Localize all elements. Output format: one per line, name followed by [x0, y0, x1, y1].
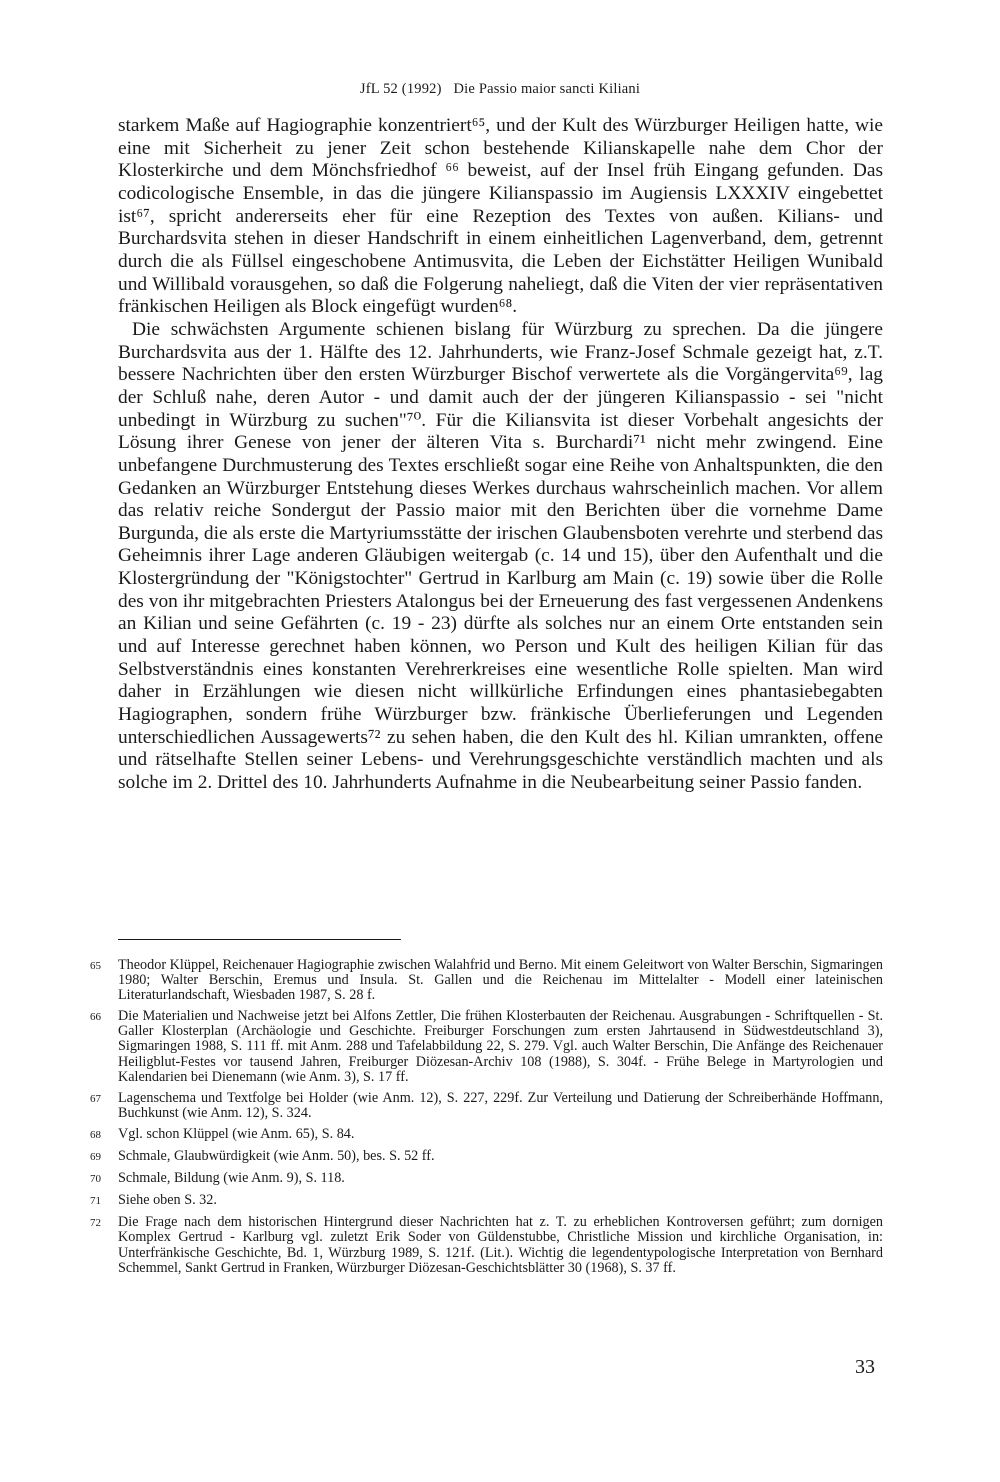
footnote-72 [90, 1215, 883, 1275]
footnote-number: 72 [90, 1217, 101, 1230]
article-title: Die Passio maior sancti Kiliani [453, 81, 641, 97]
footnotes [90, 958, 883, 1282]
footnote-68 [90, 1127, 883, 1143]
footnote-divider [118, 939, 401, 940]
footnote-69 [90, 1149, 883, 1165]
footnote-number: 68 [90, 1128, 101, 1141]
page-number: 33 [855, 1356, 875, 1378]
footnote-number: 70 [90, 1173, 101, 1186]
footnote-text: Die Frage nach dem historischen Hintergrund dieser Nachrichten hat z. T. zu erheblichen Kontroversen geführt; zum dornigen Komplex Gertrud - Karlburg vgl. zuletzt Erik Soder von Güldenstubbe, Christliche Mission und kirchliche Organisation, in: Unterfränkische Geschichte, Bd. 1, Würzburg 1989, S. 121f. (Lit.). Wichtig die legendentypologische Interpretation von Bernhard Schemmel, Sankt Gertrud in Franken, Würzburger Diözesan-Geschichtsblätter 30 (1968), S. 37 ff. [118, 1214, 883, 1276]
footnote-text: Schmale, Bildung (wie Anm. 9), S. 118. [118, 1170, 345, 1187]
footnote-text: Schmale, Glaubwürdigkeit (wie Anm. 50), bes. S. 52 ff. [118, 1148, 435, 1165]
footnote-text: Die Materialien und Nachweise jetzt bei Alfons Zettler, Die frühen Klosterbauten der Reichenau. Ausgrabungen - Schriftquellen - St. Galler Klosterplan (Archäologie und Geschichte. Freiburger Forschungen zum ersten Jahrtausend in Südwestdeutschland 3), Sigmaringen 1988, S. 111 ff. mit Anm. 288 und Tafelabbildung 22, S. 279. Vgl. auch Walter Berschin, Die Anfänge des Reichenauer Heiligblut-Festes vor tausend Jahren, Freiburger Diözesan-Archiv 108 (1988), S. 304f. - Frühe Belege in Martyrologien und Kalendarien bei Dienemann (wie Anm. 3), S. 17 ff. [118, 1008, 883, 1085]
footnote-70 [90, 1171, 883, 1187]
footnote-text: Siehe oben S. 32. [118, 1192, 217, 1209]
footnote-66 [90, 1009, 883, 1084]
footnote-67 [90, 1091, 883, 1121]
footnote-text: Lagenschema und Textfolge bei Holder (wie Anm. 12), S. 227, 229f. Zur Verteilung und Datierung der Schreiberhände Hoffmann, Buchkunst (wie Anm. 12), S. 324. [118, 1089, 883, 1121]
footnote-71 [90, 1193, 883, 1209]
footnote-number: 69 [90, 1151, 101, 1164]
footnote-number: 71 [90, 1195, 101, 1208]
main-text [118, 115, 883, 795]
running-header [0, 81, 1000, 98]
footnote-65 [90, 958, 883, 1003]
footnote-number: 65 [90, 960, 101, 972]
footnote-number: 67 [90, 1092, 101, 1105]
paragraph-2: Die schwächsten Argumente schienen bislang für Würzburg zu sprechen. Da die jüngere Burchardsvita aus der 1. Hälfte des 12. Jahrhunderts, wie Franz-Josef Schmale gezeigt hat, z.T. bessere Nachrichten über den ersten Würzburger Bischof verwertete als die Vorgängervita⁶⁹, lag der Schluß nahe, deren Autor - und damit auch der der jüngeren Kilianspassio - sei "nicht unbedingt in Würzburg zu suchen"⁷⁰. Für die Kiliansvita ist dieser Vorbehalt angesichts der Lösung ihrer Genese von jener der älteren Vita s. Burchardi⁷¹ nicht mehr zwingend. Eine unbefangene Durchmusterung des Textes erschließt sogar eine Reihe von Anhaltspunkten, die den Gedanken an Würzburger Entstehung dieses Werkes durchaus wahrscheinlich machen. Vor allem das relativ reiche Sondergut der Passio maior mit den Berichten über die vornehme Dame Burgunda, die als erste die Martyriumsstätte der irischen Glaubensboten verehrte und sterbend das Geheimnis ihrer Lage anderen Gläubigen weitergab (c. 14 und 15), über den Aufenthalt und die Klostergründung der "Königstochter" Gertrud in Karlburg am Main (c. 19) sowie über die Rolle des von ihr mitgebrachten Priesters Atalongus bei der Erneuerung des fast vergessenen Andenkens an Kilian und seine Gefährten (c. 19 - 23) dürfte als solches nur an einem Orte entstanden sein und auf Interesse gerechnet haben können, wo Person und Kult des heiligen Kilian für das Selbstverständnis eines konstanten Verehrerkreises eine wesentliche Rolle spielten. Man wird daher in Erzählungen wie diesen nicht willkürliche Erfindungen eines phantasiebegabten Hagiographen, sondern frühe Würzburger bzw. fränkische Überlieferungen und Legenden unterschiedlichen Aussagewerts⁷² zu sehen haben, die den Kult des hl. Kilian umrankten, offene und rätselhafte Stellen seiner Lebens- und Verehrungsgeschichte verständlich machten und als solche im 2. Drittel des 10. Jahrhunderts Aufnahme in die Neubearbeitung seiner Passio fanden. [118, 318, 883, 794]
footnote-number: 66 [90, 1011, 101, 1024]
footnote-text: Theodor Klüppel, Reichenauer Hagiographie zwischen Walahfrid und Berno. Mit einem Geleitwort von Walter Berschin, Sigmaringen 1980; Walter Berschin, Eremus und Insula. St. Gallen und die Reichenau im Mittelalter - Modell einer lateinischen Literaturlandschaft, Wiesbaden 1987, S. 28 f. [118, 957, 883, 1004]
paragraph-1: starkem Maße auf Hagiographie konzentriert⁶⁵, und der Kult des Würzburger Heiligen hatte, wie eine mit Sicherheit zu jener Zeit schon bestehende Kilianskapelle nahe dem Chor der Klosterkirche und dem Mönchsfriedhof ⁶⁶ beweist, auf der Insel früh Eingang gefunden. Das codicologische Ensemble, in das die jüngere Kilianspassio im Augiensis LXXXIV eingebettet ist⁶⁷, spricht andererseits eher für eine Rezeption des Textes von außen. Kilians- und Burchardsvita stehen in dieser Handschrift in einem einheitlichen Lagenverband, dem, getrennt durch die als Füllsel eingeschobene Antimusvita, die Leben der Eichstätter Heiligen Wunibald und Willibald vorausgehen, so daß die Folgerung naheliegt, daß die Viten der vier repräsentativen fränkischen Heiligen als Block eingefügt wurden⁶⁸. [118, 115, 883, 318]
journal-reference: JfL 52 (1992) [359, 81, 442, 97]
footnote-text: Vgl. schon Klüppel (wie Anm. 65), S. 84. [118, 1125, 355, 1142]
